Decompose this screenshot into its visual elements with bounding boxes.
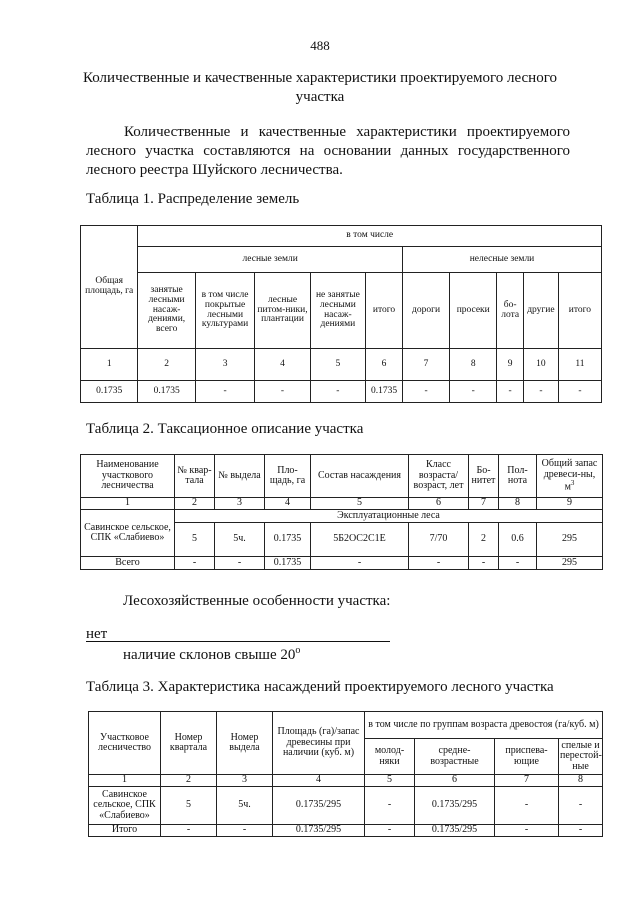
t2-col-number: 6 — [409, 498, 469, 510]
t3-col-number: 2 — [161, 775, 217, 787]
t1-col-header: не занятые лесными насаж-дениями — [310, 273, 365, 349]
t3-cell: 5ч. — [217, 787, 273, 825]
t3-col-number: 3 — [217, 775, 273, 787]
t1-cell: - — [450, 381, 497, 403]
degree-sup: о — [295, 645, 301, 656]
t1-cell: 0.1735 — [81, 381, 138, 403]
t3-header-age-groups: в том числе по группам возраста древостоя (га/куб. м) — [365, 712, 603, 739]
t1-cell: 0.1735 — [138, 381, 195, 403]
t1-col-number: 7 — [402, 349, 449, 381]
t3-col-number: 4 — [273, 775, 365, 787]
t2-cell: 2 — [469, 523, 499, 557]
t2-total-cell: - — [499, 557, 537, 570]
t3-cell: - — [365, 787, 415, 825]
t2-header: Пло-щадь, га — [265, 455, 311, 498]
t3-age-header: средне-возрастные — [415, 739, 495, 775]
t3-cell: - — [495, 787, 559, 825]
t2-cell: 0.1735 — [265, 523, 311, 557]
t2-col-number: 2 — [175, 498, 215, 510]
t1-col-number: 10 — [523, 349, 558, 381]
t1-cell: - — [195, 381, 254, 403]
t1-cell: - — [255, 381, 310, 403]
t1-col-header: в том числе покрытые лесными культурами — [195, 273, 254, 349]
t1-col-header: лесные питом-ники, плантации — [255, 273, 310, 349]
t3-age-header: приспева-ющие — [495, 739, 559, 775]
t3-cell: - — [559, 787, 603, 825]
t1-col-number: 11 — [558, 349, 601, 381]
t2-col-number: 5 — [311, 498, 409, 510]
t2-forestry-name: Савинское сельское, СПК «Слабиево» — [81, 510, 175, 557]
t2-header-volume-text: Общий запас древеси-ны, м — [541, 458, 598, 493]
t1-col-number: 2 — [138, 349, 195, 381]
t1-col-header: занятые лесными насаж-дениями, всего — [138, 273, 195, 349]
t3-total-cell: - — [559, 825, 603, 837]
t3-header-section: Номер выдела — [217, 712, 273, 775]
t3-col-number: 5 — [365, 775, 415, 787]
t1-col-number: 1 — [81, 349, 138, 381]
t3-age-header: молод-няки — [365, 739, 415, 775]
intro-paragraph: Количественные и качественные характеристики проектируемого лесного участка составляются на основании данных государственного лесного реестра Шуйского лесничества. — [86, 124, 570, 178]
t1-col-number: 9 — [497, 349, 524, 381]
t3-header-quarter: Номер квартала — [161, 712, 217, 775]
t3-total-cell: Итого — [89, 825, 161, 837]
t1-cell: 0.1735 — [366, 381, 403, 403]
t2-header: Класс возраста/ возраст, лет — [409, 455, 469, 498]
t3-col-number: 8 — [559, 775, 603, 787]
t3-total-cell: - — [365, 825, 415, 837]
stand-characteristics-table — [88, 711, 603, 837]
t2-cell: 0.6 — [499, 523, 537, 557]
t1-col-number: 6 — [366, 349, 403, 381]
t3-col-number: 6 — [415, 775, 495, 787]
t2-header: № квар-тала — [175, 455, 215, 498]
t3-total-cell: - — [161, 825, 217, 837]
table3-caption: Таблица 3. Характеристика насаждений проектируемого лесного участка — [86, 679, 554, 695]
t3-total-cell: 0.1735/295 — [273, 825, 365, 837]
t2-total-cell: 295 — [537, 557, 603, 570]
table2-caption: Таблица 2. Таксационное описание участка — [86, 421, 364, 437]
taxation-table — [80, 454, 603, 570]
t1-col-number: 8 — [450, 349, 497, 381]
t1-header-including: в том числе — [138, 226, 602, 247]
t2-col-number: 9 — [537, 498, 603, 510]
feature-value: нет — [86, 626, 108, 642]
t2-col-number: 1 — [81, 498, 175, 510]
t1-col-number: 3 — [195, 349, 254, 381]
t2-header: Бо-нитет — [469, 455, 499, 498]
t2-col-number: 8 — [499, 498, 537, 510]
t1-header-nonforest-land: нелесные земли — [402, 247, 601, 273]
t2-total-cell: - — [311, 557, 409, 570]
t1-col-number: 4 — [255, 349, 310, 381]
page-number: 488 — [310, 38, 330, 53]
t2-total-cell: Всего — [81, 557, 175, 570]
t1-col-header: итого — [558, 273, 601, 349]
t2-section-label: Эксплуатационные леса — [175, 510, 603, 523]
land-distribution-table — [80, 225, 602, 403]
page-title: Количественные и качественные характеристики проектируемого лесного участка — [83, 70, 557, 105]
t2-unit-sup: 3 — [570, 479, 575, 488]
t2-header: Наименование участкового лесничества — [81, 455, 175, 498]
table1-caption: Таблица 1. Распределение земель — [86, 191, 300, 207]
t2-col-number: 4 — [265, 498, 311, 510]
features-heading: Лесохозяйственные особенности участка: — [123, 593, 391, 609]
t3-cell: 0.1735/295 — [273, 787, 365, 825]
t2-cell: 5Б2ОС2С1Е — [311, 523, 409, 557]
t2-header: № выдела — [215, 455, 265, 498]
t1-col-header: бо-лота — [497, 273, 524, 349]
t2-header-volume — [537, 455, 603, 498]
t1-cell: - — [523, 381, 558, 403]
feature-label — [123, 645, 300, 664]
t3-total-cell: 0.1735/295 — [415, 825, 495, 837]
t1-col-header: просеки — [450, 273, 497, 349]
t2-total-cell: 0.1735 — [265, 557, 311, 570]
t1-cell: - — [558, 381, 601, 403]
t3-cell: 0.1735/295 — [415, 787, 495, 825]
t2-col-number: 7 — [469, 498, 499, 510]
t2-header: Пол-нота — [499, 455, 537, 498]
t2-col-number: 3 — [215, 498, 265, 510]
t2-total-cell: - — [215, 557, 265, 570]
t3-header-area: Площадь (га)/запас древесины при наличии (куб. м) — [273, 712, 365, 775]
t2-cell: 5ч. — [215, 523, 265, 557]
t2-cell: 7/70 — [409, 523, 469, 557]
t3-col-number: 1 — [89, 775, 161, 787]
t2-cell: 295 — [537, 523, 603, 557]
feature-underline — [86, 641, 390, 642]
t1-col-header: итого — [366, 273, 403, 349]
feature-label-text: наличие склонов свыше 20 — [123, 647, 296, 663]
t1-cell: - — [310, 381, 365, 403]
t2-total-cell: - — [175, 557, 215, 570]
t1-header-forest-land: лесные земли — [138, 247, 403, 273]
t1-col-number: 5 — [310, 349, 365, 381]
t3-total-cell: - — [217, 825, 273, 837]
t1-col-header: другие — [523, 273, 558, 349]
t3-col-number: 7 — [495, 775, 559, 787]
t1-header-total-area: Общая площадь, га — [81, 226, 138, 349]
t2-total-cell: - — [469, 557, 499, 570]
t1-cell: - — [402, 381, 449, 403]
t2-cell: 5 — [175, 523, 215, 557]
t1-col-header: дороги — [402, 273, 449, 349]
t2-total-cell: - — [409, 557, 469, 570]
t3-cell: Савинское сельское, СПК «Слабиево» — [89, 787, 161, 825]
t2-header: Состав насаждения — [311, 455, 409, 498]
t3-cell: 5 — [161, 787, 217, 825]
t3-total-cell: - — [495, 825, 559, 837]
t3-age-header: спелые и перестой-ные — [559, 739, 603, 775]
t1-cell: - — [497, 381, 524, 403]
t3-header-forestry: Участковое лесничество — [89, 712, 161, 775]
